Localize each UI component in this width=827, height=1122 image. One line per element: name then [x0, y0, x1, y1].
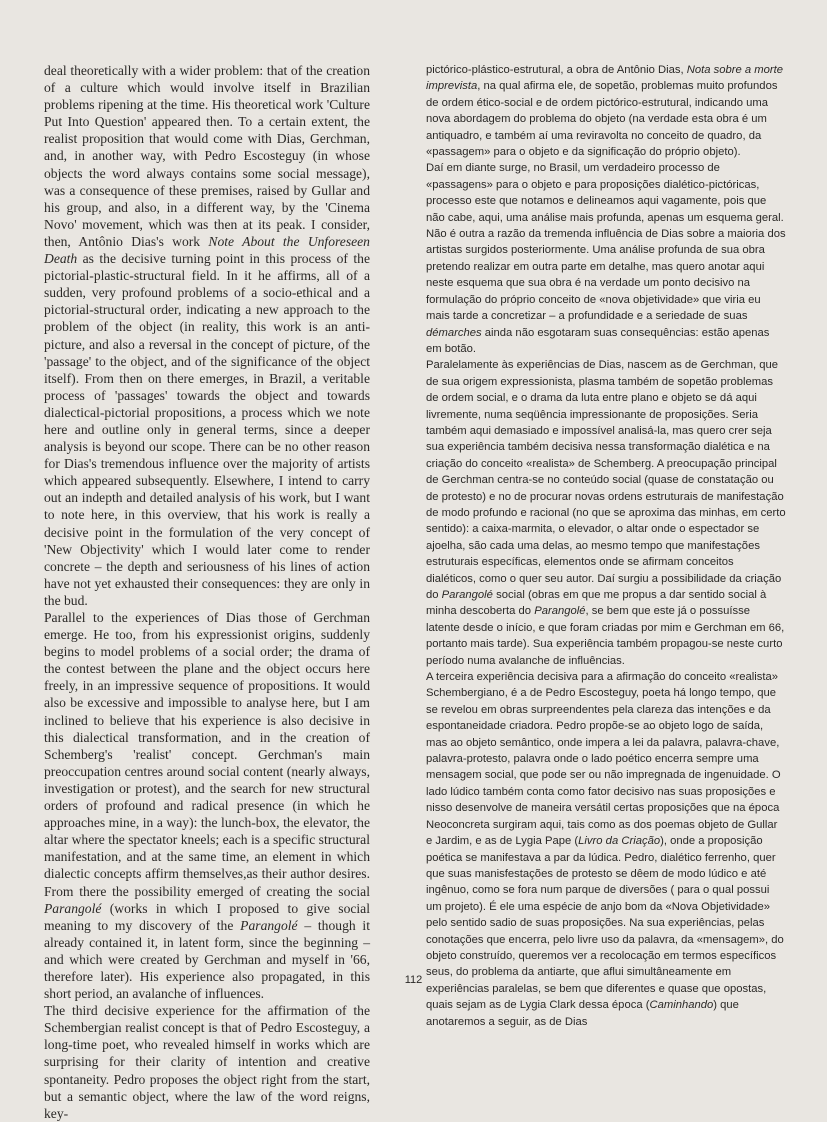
page-number: 112 [404, 974, 423, 986]
italic-title-run: Parangolé [240, 917, 298, 933]
text-run: ) que anotaremos a seguir, as de Dias [426, 999, 739, 1028]
text-run: – though it already contained it, in latent form, since the beginning – and which were created by Gerchman and myself in '66, therefore later). His experience also propagated, in this short period, an avalanche of influences. [44, 917, 370, 1002]
italic-title-run: Nota sobre a morte imprevista [426, 64, 784, 93]
text-run: as the decisive turning point in this process of the pictorial-plastic-structural field. In it he affirms, all of a sudden, very profound problems of a socio-ethical and a pictorial-structural order, indicating a new approach to the problem of the object (in reality, this work is an anti-picture, and also a reversal in the concept of picture, of the 'passage' to the object, and of the significance of the object itself). From then on there emerges, in Brazil, a veritable process of 'passages' towards the object and towards dialectical-pictorial propositions, a process which we note here and outline only in general terms, since a deeper analysis is beyond our scope. There can be no other reason for Dias's tremendous influence over the majority of artists which appeared subsequently. Elsewhere, I intend to carry out an indepth and detailed analysis of his work, but I want to note here, in this overview, that his work is really a decisive point in the formulation of the very concept of 'New Objectivity' which I would later come to render concrete – the depth and seriousness of his lines of action have not yet exhausted their consequences: they are only in the bud. [44, 251, 370, 608]
text-run: , na qual afirma ele, de sopetão, problemas muito profundos de ordem ético-social e de ordem pictórico-estrutural, indicando uma nova abordagem do problema do objeto (na verdade esta obra é um antiquadro, e também aí uma reviravolta no conceito de quadro, da «passagem» para o objeto e da significação do próprio objeto). [426, 80, 778, 159]
left-paragraph-1 [44, 62, 370, 609]
right-paragraph-3 [426, 357, 786, 669]
text-run: ), onde a proposição poética se manifestava a par da lúdica. Pedro, dialético ferrenho, quer que suas manisfestações de protesto se dêem de modo lúdico e até ingênuo, como se fora num parque de diversões ( para o qual possui um projeto). É ele uma espécie de anjo bom da «Nova Objetividade» pelo sentido sadio de suas proposições. Na sua experiências, pelas conotações que encerra, pelo livre uso da palavra, da «mensagem», do objeto construído, queremos ver a recolocação em termos específicos seus, do problema da antiarte, que aflui simultâneamente em experiências paralelas, se bem que diferentes e quase que opostas, quais sejam as de Lygia Clark dessa época ( [426, 835, 784, 1012]
text-run: pictórico-plástico-estrutural, a obra de Antônio Dias, [426, 64, 687, 76]
italic-title-run: Caminhando [649, 999, 714, 1012]
text-run: The third decisive experience for the affirmation of the Schembergian realist concept is that of Pedro Escosteguy, a long-time poet, who revealed himself in works which are surprising for their clarity of intention and creative spontaneity. Pedro proposes the object right from the start, but a semantic object, where the law of the word reigns, key- [44, 1003, 370, 1121]
text-run: , se bem que este já o possuísse latente desde o início, e que foram criadas por mim e Gerchman em 66, portanto mais tarde). Sua experiência também propagou-se neste curto período numa avalanche de influências. [426, 605, 785, 667]
english-text-column [44, 62, 370, 1122]
right-paragraph-1 [426, 62, 786, 160]
left-paragraph-2 [44, 609, 370, 1002]
left-paragraph-3 [44, 1002, 370, 1122]
text-run: ainda não esgotaram suas consequências: estão apenas em botão. [426, 326, 770, 355]
portuguese-text-column [426, 62, 786, 1030]
italic-term-run: démarches [426, 326, 482, 339]
italic-title-run: Parangolé [534, 605, 586, 618]
text-run: deal theoretically with a wider problem: that of the creation of a culture which would involve itself in Brazilian problems ripening at the time. His theoretical work 'Culture Put Into Question' appeared then. To a certain extent, the realist proposition that would come with Dias, Gerchman, and, in another way, with Pedro Escosteguy (in whose objects the word always contains some social message), was a consequence of these premises, raised by Gullar and his group, and also, in a different way, by the 'Cinema Novo' movement, which was then at its peak. I consider, then, Antônio Dias's work [44, 63, 370, 249]
right-paragraph-2 [426, 160, 786, 357]
text-run: Paralelamente às experiências de Dias, nascem as de Gerchman, que de sua origem expressionista, plasma também de sopetão problemas de ordem social, e o drama da luta entre plano e objeto se dá aqui livremente, numa seqüência impressionante de proposições. Seria também aqui demasiado e impossível analisá-la, mas quero crer seja sua experiência também decisiva nessa transformação dialética e na criação do conceito «realista» de Schemberg. A preocupação principal de Gerchman centra-se no conteúdo social (quase de constatação ou de protesto) e no de procurar novas ordens estruturais de manifestação de modo profundo e racional (no que se aproxima das minhas, em certo sentido): a caixa-marmita, o elevador, o altar onde o espectador se ajoelha, são cada uma delas, ao mesmo tempo que manifestações estruturais específicas, elementos onde se afirmam conceitos dialéticos, como o quer seu autor. Daí surgiu a possibilidade da criação do [426, 359, 786, 601]
text-run: social (obras em que me propus a dar sentido social à minha descoberta do [426, 589, 767, 618]
text-run: Parallel to the experiences of Dias those of Gerchman emerge. He too, from his expressionist origins, suddenly begins to model problems of a social order; the drama of the contest between the plane and the object occurs here freely, in an impressive sequence of propositions. It would also be excessive and impossible to analyse here, but I am inclined to believe that his experience is also decisive in this dialectical transformation, and in the creation of Schemberg's 'realist' concept. Gerchman's main preoccupation centres around social content (nearly always, investigation or protest), and the search for new structural orders of profound and radical presence (in which he approaches mine, in a way): the lunch-box, the elevator, the altar where the spectator kneels; each is a specific structural manifestation, and at the same time, an element in which dialectic concepts affirm themselves,as their author desires. From there the possibility emerged of creating the social [44, 610, 370, 899]
text-run: A terceira experiência decisiva para a afirmação do conceito «realista» Schembergiano, é a de Pedro Escosteguy, poeta há longo tempo, que se revelou em obras surpreendentes pela clareza das intenções e da espontaneidade criadora. Pedro propõe-se ao objeto logo de saída, mas ao objeto semântico, onde impera a lei da palavra, palavra-chave, palavra-protesto, palavra onde o lado poético encerra sempre uma mensagem social, que pode ser ou não impregnada de ingenuidade. O lado lúdico também conta como fator decisivo nas suas proposições e nisso desenvolve de maneira versátil certas proposições que na época Neoconcreta surgiram aqui, tais como as dos poemas objeto de Gullar e Jardim, e as de Lygia Pape ( [426, 671, 781, 848]
italic-title-run: Note About the Unforeseen Death [44, 233, 370, 267]
italic-title-run: Parangolé [44, 900, 102, 916]
italic-title-run: Livro da Criação [578, 835, 661, 848]
text-run: (works in which I proposed to give social meaning to my discovery of the [44, 900, 370, 933]
italic-title-run: Parangolé [441, 589, 493, 601]
text-run: Daí em diante surge, no Brasil, um verdadeiro processo de «passagens» para o objeto e para proposições dialético-pictóricas, processo este que notamos e delineamos aqui vagamente, pois que não cabe, aqui, uma análise mais profunda, apenas um esquema geral. Não é outra a razão da tremenda influência de Dias sobre a maioria dos artistas surgidos posteriormente. Uma análise profunda de sua obra pretendo realizar em outra parte em detalhe, mas quero anotar aqui neste esquema que sua obra é na verdade um ponto decisivo na formulação do próprio conceito de «nova objetividade» que viria eu mais tarde a concretizar – a profundidade e a seriedade de suas [426, 162, 786, 323]
